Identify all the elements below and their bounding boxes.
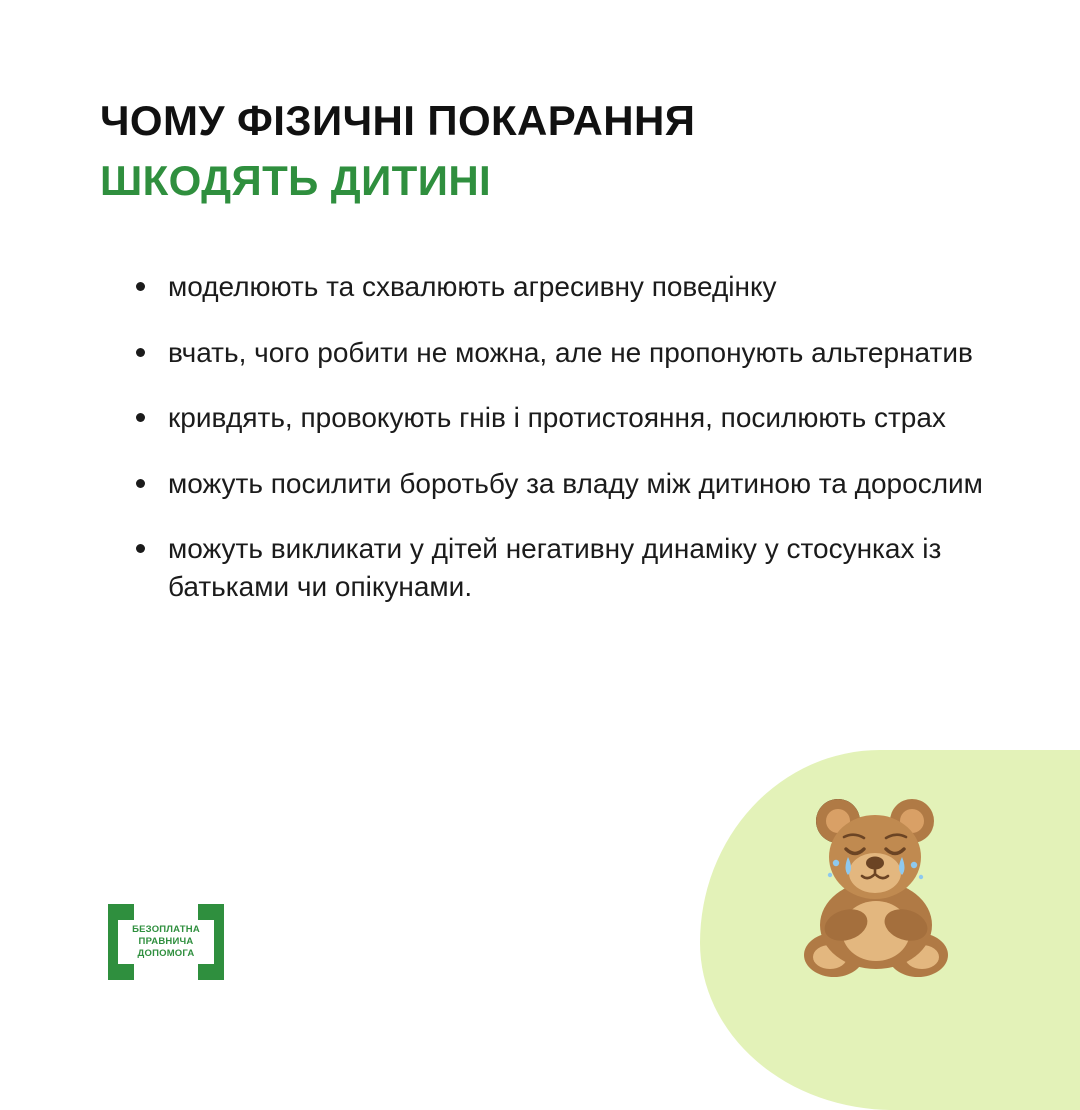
logo-text-line-1: БЕЗОПЛАТНА [132,924,200,936]
list-item-text: вчать, чого робити не можна, але не пропонують альтернатив [168,336,973,368]
crying-teddy-bear-icon [772,785,982,985]
title-line-1: ЧОМУ ФІЗИЧНІ ПОКАРАННЯ [100,97,696,144]
bullet-dot-icon [136,544,145,553]
list-item-text: кривдять, провокують гнів і протистояння, посилюють страх [168,402,946,434]
bullet-dot-icon [136,479,145,488]
list-item [128,268,1028,306]
list-item-text: моделюють та схвалюють агресивну поведінку [168,271,777,302]
bullet-dot-icon [136,413,145,422]
list-item [128,530,1028,605]
list-item [128,334,1028,372]
list-item [128,465,1028,503]
logo-text [132,924,200,960]
list-item [128,399,1028,437]
list-item-text: можуть посилити боротьбу за владу між дитиною та дорослим [168,467,983,499]
bullet-dot-icon [136,348,145,357]
organization-logo [108,904,224,980]
logo-text-line-2: ПРАВНИЧА [138,936,194,948]
logo-bracket-right-notch [198,920,214,964]
page-title [100,96,695,205]
logo-text-line-3: ДОПОМОГА [137,947,195,959]
list-item-text: можуть викликати у дітей негативну динаміку у стосунках із батьками чи опікунами. [168,533,942,602]
title-line-2: ШКОДЯТЬ ДИТИНІ [100,156,492,204]
bullet-dot-icon [136,282,145,291]
bullet-list [128,268,1028,605]
